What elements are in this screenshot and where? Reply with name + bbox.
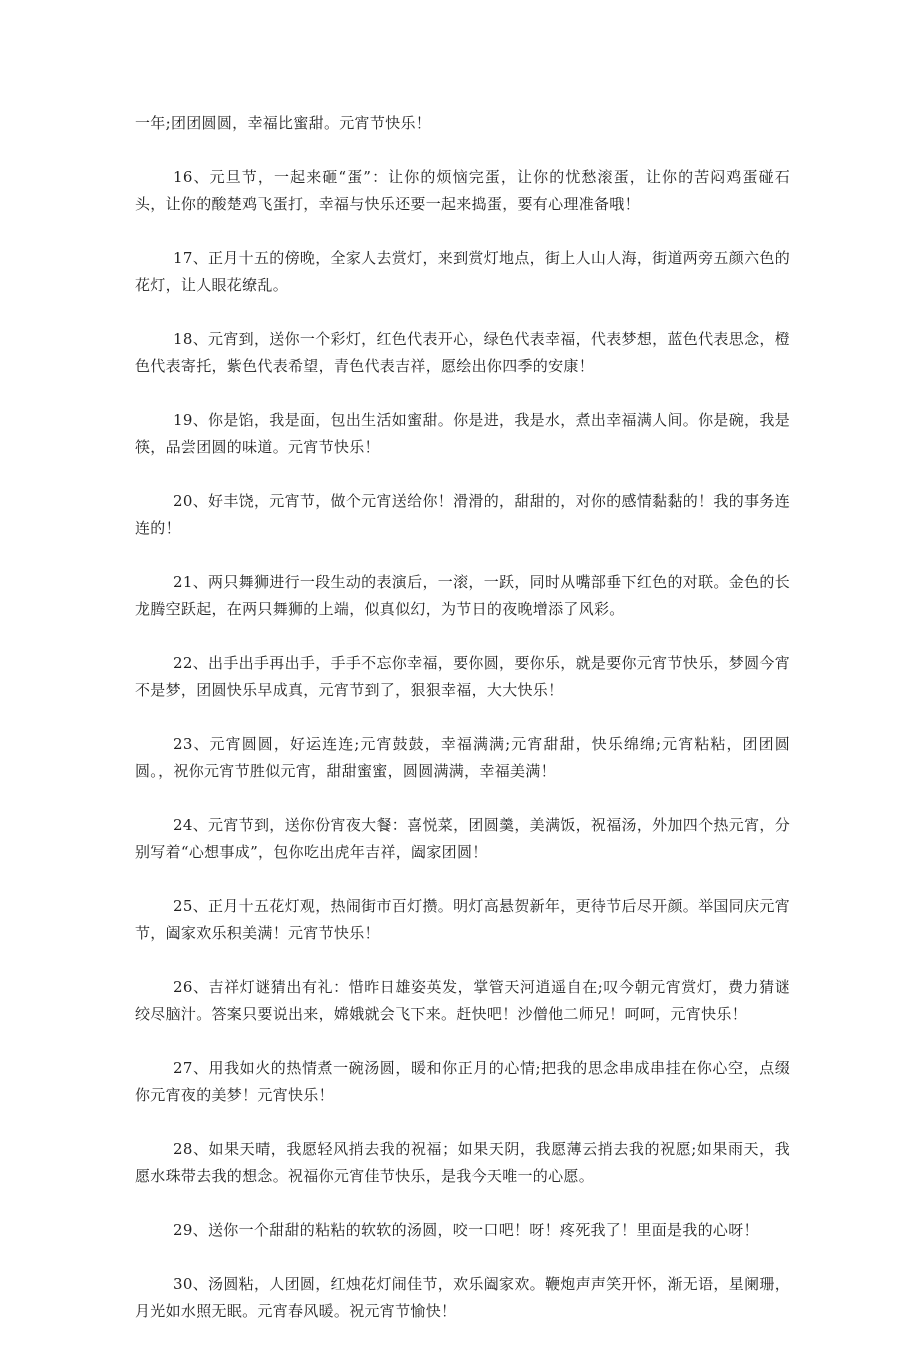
paragraph-item-23: 23、元宵圆圆，好运连连;元宵鼓鼓，幸福满满;元宵甜甜，快乐绵绵;元宵粘粘，团团圆圆。，祝你元宵节胜似元宵，甜甜蜜蜜，圆圆满满，幸福美满！: [135, 735, 790, 780]
paragraph-item-28: 28、如果天晴，我愿轻风捎去我的祝福；如果天阴，我愿薄云捎去我的祝愿;如果雨天，我愿水珠带去我的想念。祝福你元宵佳节快乐，是我今天唯一的心愿。: [135, 1140, 790, 1185]
paragraph-item-30: 30、汤圆粘，人团圆，红烛花灯闹佳节，欢乐阖家欢。鞭炮声声笑开怀，渐无语，星阑珊，月光如水照无眠。元宵春风暖。祝元宵节愉快！: [135, 1275, 790, 1320]
paragraph-item-29: 29、送你一个甜甜的粘粘的软软的汤圆，咬一口吧！呀！疼死我了！里面是我的心呀！: [173, 1221, 759, 1239]
paragraph-item-16: 16、元旦节，一起来砸“蛋”：让你的烦恼完蛋，让你的忧愁滚蛋，让你的苦闷鸡蛋碰石头，让你的酸楚鸡飞蛋打，幸福与快乐还要一起来捣蛋，要有心理准备哦！: [135, 168, 790, 213]
paragraph-item-27: 27、用我如火的热情煮一碗汤圆，暖和你正月的心情;把我的思念串成串挂在你心空，点缀你元宵夜的美梦！元宵快乐！: [135, 1059, 790, 1104]
paragraph-item-24: 24、元宵节到，送你份宵夜大餐：喜悦菜，团圆羹，美满饭，祝福汤，外加四个热元宵，分别写着“心想事成”，包你吃出虎年吉祥，阖家团圆！: [135, 816, 790, 861]
paragraph-item-25: 25、正月十五花灯观，热闹街市百灯攒。明灯高悬贺新年，更待节后尽开颜。举国同庆元宵节，阖家欢乐积美满！元宵节快乐！: [135, 897, 790, 942]
paragraph-item-26: 26、吉祥灯谜猜出有礼：惜昨日雄姿英发，掌管天河逍遥自在;叹今朝元宵赏灯，费力猜谜绞尽脑汁。答案只要说出来，嫦娥就会飞下来。赶快吧！沙僧他二师兄！呵呵，元宵快乐！: [135, 978, 790, 1023]
document-body: [135, 110, 790, 1352]
paragraph-item-19: 19、你是馅，我是面，包出生活如蜜甜。你是进，我是水，煮出幸福满人间。你是碗，我是筷，品尝团圆的味道。元宵节快乐！: [135, 411, 790, 456]
paragraph-item-17: 17、正月十五的傍晚，全家人去赏灯，来到赏灯地点，街上人山人海，街道两旁五颜六色的花灯，让人眼花缭乱。: [135, 249, 790, 294]
paragraph-item-22: 22、出手出手再出手，手手不忘你幸福，要你圆，要你乐，就是要你元宵节快乐，梦圆今宵不是梦，团圆快乐早成真，元宵节到了，狠狠幸福，大大快乐！: [135, 654, 790, 699]
paragraph-item-18: 18、元宵到，送你一个彩灯，红色代表开心，绿色代表幸福，代表梦想，蓝色代表思念，橙色代表寄托，紫色代表希望，青色代表吉祥，愿绘出你四季的安康！: [135, 330, 790, 375]
paragraph-continuation: 一年;团团圆圆，幸福比蜜甜。元宵节快乐！: [135, 114, 432, 132]
paragraph-item-20: 20、好丰饶，元宵节，做个元宵送给你！滑滑的，甜甜的，对你的感情黏黏的！我的事务连连的！: [135, 492, 790, 537]
paragraph-item-21: 21、两只舞狮进行一段生动的表演后，一滚，一跃，同时从嘴部垂下红色的对联。金色的长龙腾空跃起，在两只舞狮的上端，似真似幻，为节日的夜晚增添了风彩。: [135, 573, 790, 618]
